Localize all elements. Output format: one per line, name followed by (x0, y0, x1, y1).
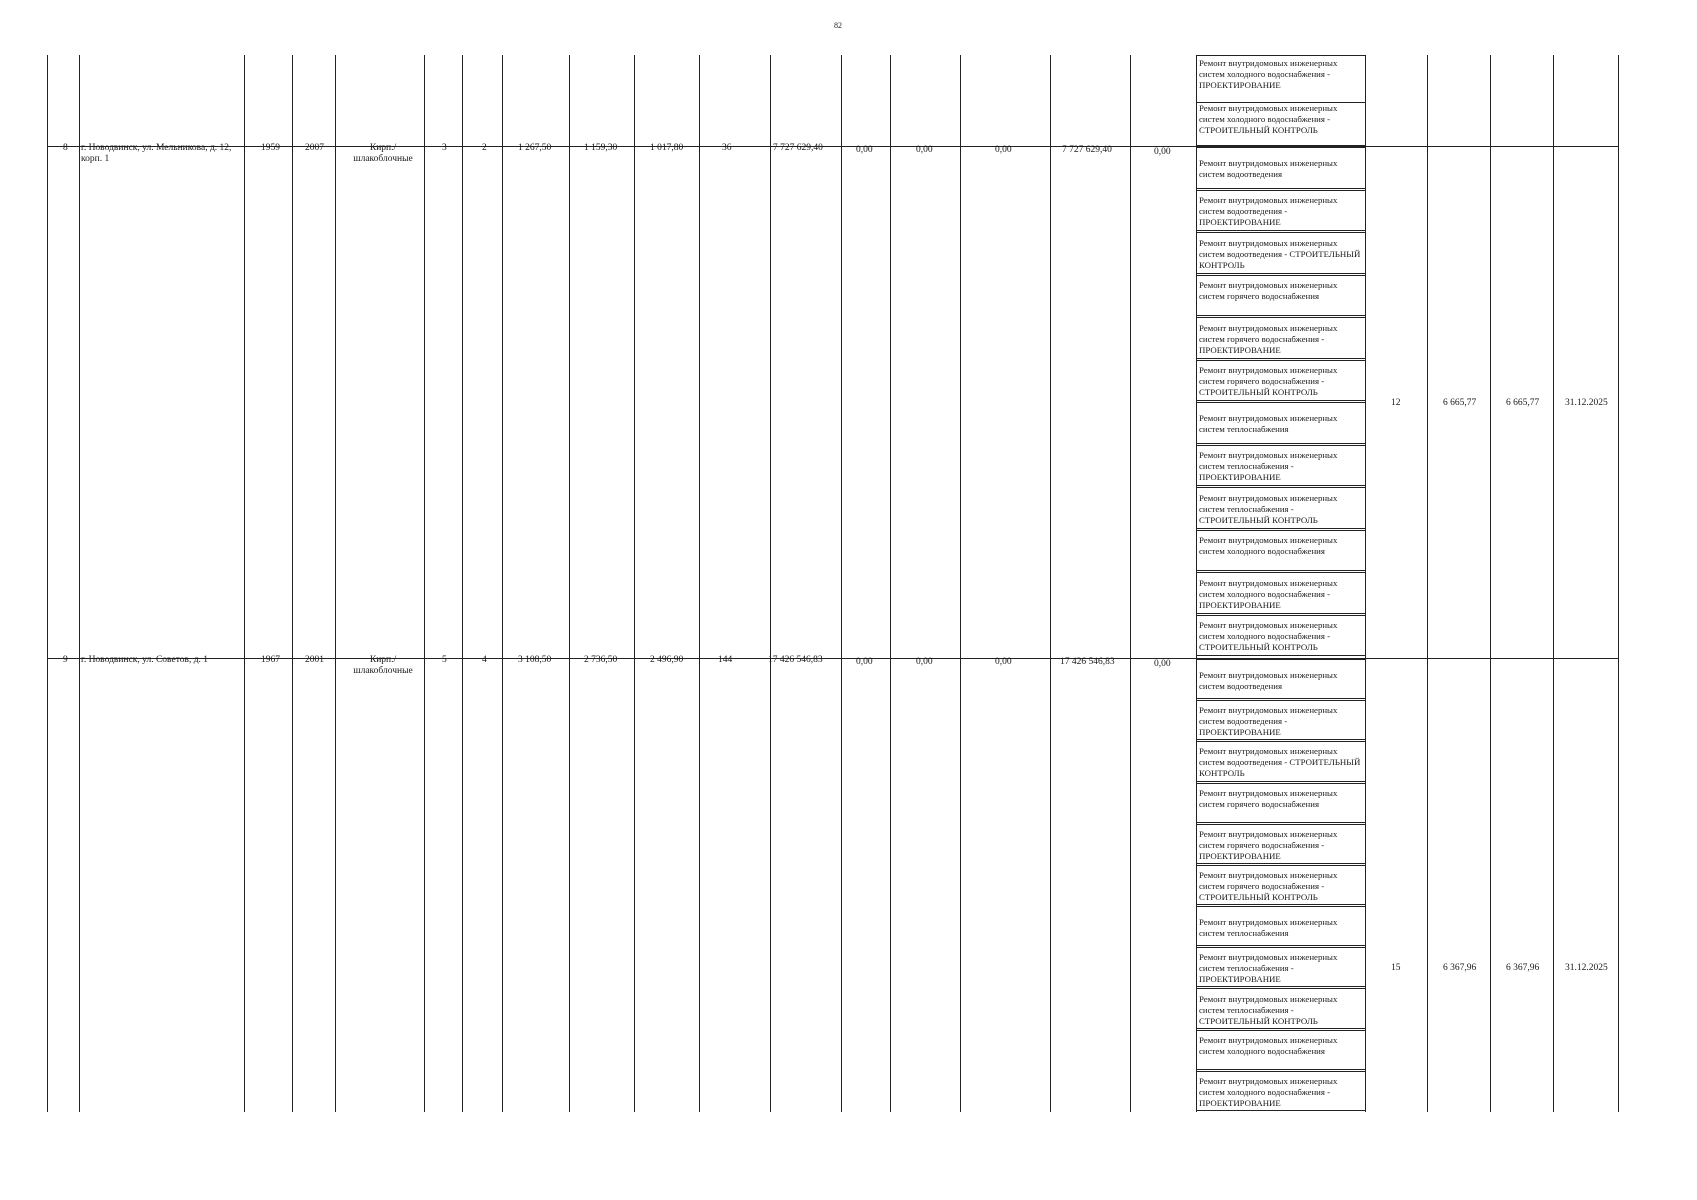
entrances-cell: 2 (482, 143, 487, 153)
row-border (47, 146, 1618, 147)
entrances-cell: 4 (482, 655, 487, 665)
cost-other-cell: 0,00 (1154, 147, 1171, 157)
column-border (1618, 55, 1619, 1112)
work-item: Ремонт внутридомовых инженерных систем холодного водоснабжения - ПРОЕКТИРОВАНИЕ (1199, 577, 1338, 610)
work-item: Ремонт внутридомовых инженерных систем водоотведения (1199, 158, 1338, 180)
work-item: Ремонт внутридомовых инженерных систем теплоснабжения - СТРОИТЕЛЬНЫЙ КОНТРОЛЬ (1199, 492, 1338, 525)
work-item: Ремонт внутридомовых инженерных систем водоотведения - СТРОИТЕЛЬНЫЙ КОНТРОЛЬ (1199, 746, 1361, 779)
residential-area-cell: 2 496,90 (650, 655, 684, 665)
cost-regional-cell: 0,00 (916, 145, 933, 155)
floors-cell: 3 (442, 143, 447, 153)
work-item: Ремонт внутридомовых инженерных систем водоотведения - СТРОИТЕЛЬНЫЙ КОНТРОЛЬ (1199, 237, 1361, 270)
column-border (699, 55, 700, 1112)
unit-cost-cell: 6 367,96 (1443, 963, 1477, 973)
address-cell: г. Новодвинск, ул. Мельникова, д. 12, корп. 1 (81, 143, 232, 164)
cost-other-cell: 0,00 (1154, 659, 1171, 669)
deadline-cell: 31.12.2025 (1565, 398, 1608, 408)
work-item: Ремонт внутридомовых инженерных систем водоотведения - ПРОЕКТИРОВАНИЕ (1199, 705, 1338, 738)
year-overhaul-cell: 2007 (305, 143, 324, 153)
work-item: Ремонт внутридомовых инженерных систем холодного водоснабжения (1199, 1034, 1338, 1056)
residents-cell: 36 (722, 143, 732, 153)
work-item: Ремонт внутридомовых инженерных систем горячего водоснабжения (1199, 787, 1338, 809)
page-number: 82 (834, 21, 842, 30)
total-area-cell: 1 267,50 (518, 143, 552, 153)
cost-federal-cell: 0,00 (856, 145, 873, 155)
work-item: Ремонт внутридомовых инженерных систем горячего водоснабжения - ПРОЕКТИРОВАНИЕ (1199, 322, 1338, 355)
carryover-work-item: Ремонт внутридомовых инженерных систем холодного водоснабжения - СТРОИТЕЛЬНЫЙ КОНТРОЛЬ (1199, 103, 1338, 135)
work-item: Ремонт внутридомовых инженерных систем теплоснабжения - ПРОЕКТИРОВАНИЕ (1199, 952, 1338, 985)
deadline-cell: 31.12.2025 (1565, 963, 1608, 973)
work-item: Ремонт внутридомовых инженерных систем теплоснабжения (1199, 916, 1338, 938)
column-border (47, 55, 48, 1112)
column-border (79, 55, 80, 1112)
works-count-cell: 15 (1391, 963, 1401, 973)
work-item: Ремонт внутридомовых инженерных систем теплоснабжения - ПРОЕКТИРОВАНИЕ (1199, 450, 1338, 483)
work-item: Ремонт внутридомовых инженерных систем горячего водоснабжения (1199, 280, 1338, 302)
premises-area-cell: 2 736,50 (584, 655, 618, 665)
column-border (244, 55, 245, 1112)
unit-cost-limit-cell: 6 665,77 (1506, 398, 1540, 408)
column-border (424, 55, 425, 1112)
total-area-cell: 3 108,50 (518, 655, 552, 665)
row-border (47, 658, 1618, 659)
row-number: 8 (63, 143, 68, 153)
works-count-cell: 12 (1391, 398, 1401, 408)
work-item: Ремонт внутридомовых инженерных систем холодного водоснабжения - СТРОИТЕЛЬНЫЙ КОНТРОЛЬ (1199, 620, 1338, 653)
unit-cost-limit-cell: 6 367,96 (1506, 963, 1540, 973)
column-border (502, 55, 503, 1112)
address-cell: г. Новодвинск, ул. Советов, д. 1 (81, 655, 209, 665)
cost-owners-cell: 7 727 629,40 (1062, 145, 1112, 155)
work-item: Ремонт внутридомовых инженерных систем водоотведения - ПРОЕКТИРОВАНИЕ (1199, 195, 1338, 228)
column-border (841, 55, 842, 1112)
column-border (1427, 55, 1428, 1112)
column-border (292, 55, 293, 1112)
wall-material-cell: Кирп./ шлакоблочные (353, 143, 413, 164)
cost-local-cell: 0,00 (995, 145, 1012, 155)
work-item: Ремонт внутридомовых инженерных систем холодного водоснабжения - ПРОЕКТИРОВАНИЕ (1199, 1075, 1338, 1108)
row-number: 9 (63, 655, 68, 665)
cost-local-cell: 0,00 (995, 657, 1012, 667)
wall-material-cell: Кирп./ шлакоблочные (353, 655, 413, 676)
work-item: Ремонт внутридомовых инженерных систем теплоснабжения - СТРОИТЕЛЬНЫЙ КОНТРОЛЬ (1199, 993, 1338, 1026)
column-border (1553, 55, 1554, 1112)
work-item: Ремонт внутридомовых инженерных систем горячего водоснабжения - СТРОИТЕЛЬНЫЙ КОНТРОЛЬ (1199, 365, 1338, 398)
work-item: Ремонт внутридомовых инженерных систем горячего водоснабжения - СТРОИТЕЛЬНЫЙ КОНТРОЛЬ (1199, 870, 1338, 902)
cost-total-cell: 7 727 629,40 (773, 143, 823, 153)
cost-regional-cell: 0,00 (916, 657, 933, 667)
cost-total-cell: 17 426 546,83 (768, 655, 823, 665)
column-border (462, 55, 463, 1112)
column-border (1050, 55, 1051, 1112)
year-built-cell: 1959 (261, 143, 280, 153)
residents-cell: 144 (718, 655, 733, 665)
floors-cell: 5 (442, 655, 447, 665)
column-border (1490, 55, 1491, 1112)
column-border (890, 55, 891, 1112)
year-built-cell: 1967 (261, 655, 280, 665)
column-border (335, 55, 336, 1112)
work-item: Ремонт внутридомовых инженерных систем холодного водоснабжения (1199, 535, 1338, 557)
cost-owners-cell: 17 426 546,83 (1060, 657, 1115, 667)
column-border (1130, 55, 1131, 1112)
work-item: Ремонт внутридомовых инженерных систем горячего водоснабжения - ПРОЕКТИРОВАНИЕ (1199, 828, 1338, 861)
unit-cost-cell: 6 665,77 (1443, 398, 1477, 408)
cost-federal-cell: 0,00 (856, 657, 873, 667)
year-overhaul-cell: 2001 (305, 655, 324, 665)
column-border (634, 55, 635, 1112)
work-item: Ремонт внутридомовых инженерных систем водоотведения (1199, 669, 1338, 691)
premises-area-cell: 1 159,30 (584, 143, 618, 153)
column-border (770, 55, 771, 1112)
carryover-work-item: Ремонт внутридомовых инженерных систем холодного водоснабжения - ПРОЕКТИРОВАНИЕ (1199, 58, 1338, 90)
work-item: Ремонт внутридомовых инженерных систем теплоснабжения (1199, 413, 1338, 435)
residential-area-cell: 1 017,80 (650, 143, 684, 153)
column-border (960, 55, 961, 1112)
column-border (569, 55, 570, 1112)
